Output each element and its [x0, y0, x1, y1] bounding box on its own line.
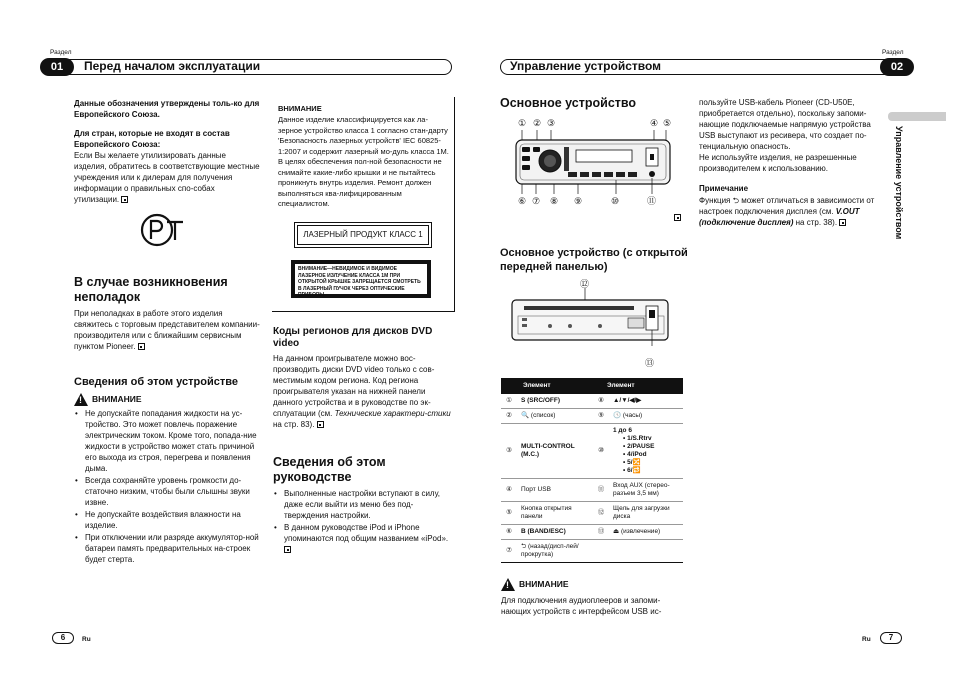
table-cell [609, 540, 683, 563]
table-cell-num: ③ [501, 424, 517, 479]
callout-9: ⑨ [574, 196, 583, 206]
table-row [501, 502, 683, 525]
table-row [501, 525, 683, 540]
table-cell-num: ④ [501, 479, 517, 502]
end-mark-icon [284, 546, 291, 553]
open-panel-illustration [510, 288, 670, 346]
table-header-element-2: Элемент [593, 378, 683, 394]
callout-4: ④ [650, 118, 659, 128]
table-cell-num: ⑬ [593, 525, 609, 540]
table-cell [609, 424, 683, 479]
non-eu-heading: Для стран, которые не входят в состав Европейского Союза: [74, 129, 230, 149]
end-mark-icon [674, 214, 681, 221]
list-item: • 6/🔁 [623, 467, 641, 474]
callout-8: ⑧ [550, 196, 559, 206]
table-cell-num: ⑧ [593, 394, 609, 409]
manual-title: Сведения об этом руководстве [273, 455, 386, 484]
list-item: • 2/PAUSE [623, 443, 655, 450]
callout-11: ⑪ [647, 196, 657, 206]
manual-bullets [273, 488, 455, 556]
table-cell-num: ② [501, 409, 517, 424]
note-label: Примечание [699, 184, 749, 193]
table-cell: Порт USB [517, 479, 593, 502]
table-cell-num: ⑨ [593, 409, 609, 424]
table-row [501, 394, 683, 409]
main-unit-illustration [512, 130, 672, 194]
laser-sticker-text: ВНИМАНИЕ—НЕВИДИМОЕ И ВИДИМОЕ ЛАЗЕРНОЕ ИЗЛУЧЕНИЕ КЛАССА 1M ПРИ ОТКРЫТОЙ КРЫШКЕ ЗАПРЕЩАЕТСЯ СМОТРЕТЬ В ЛАЗЕРНЫЙ ПУЧОК ЧЕРЕЗ ОПТИЧЕСКИЕ ПРИБОРЫ. [295, 264, 427, 294]
note-text: Функция ⮌ может отличаться в зависимости от настроек подключения дисплея (см. V.OUT (подключение дисплея) на стр. 38). [699, 196, 875, 227]
table-row [501, 409, 683, 424]
table-header-row [501, 378, 683, 394]
warning-label: ВНИМАНИЕ [92, 394, 142, 404]
table-cell: Вход AUX (стерео-разъем 3,5 мм) [609, 479, 683, 502]
callout-6: ⑥ [518, 196, 527, 206]
end-mark-icon [138, 343, 145, 350]
warning-icon [501, 578, 515, 591]
laser-class-label [294, 222, 432, 248]
callout-12: ⑫ [580, 279, 590, 289]
page-number-right: 7 [880, 632, 902, 644]
callout-10: ⑩ [611, 196, 620, 206]
list-item: • Всегда сохраняйте уровень громкости до-статочно низким, чтобы были слышны звуки извне. [74, 475, 262, 508]
table-cell: S (SRC/OFF) [517, 394, 593, 409]
open-panel-title: Основное устройство (с открытой передней панелью) [500, 247, 688, 273]
list-item: • Не допускайте воздействия влажности на изделие. [74, 509, 262, 531]
callout-5: ⑤ [663, 118, 672, 128]
table-cell: Кнопка открытия панели [517, 502, 593, 525]
end-mark-icon [121, 196, 128, 203]
table-cell: 🕓 (часы) [609, 409, 683, 424]
language-right: Ru [862, 636, 871, 643]
callout-1: ① [518, 118, 527, 128]
element-table [501, 378, 683, 563]
table-header-element-1: Элемент [501, 378, 593, 394]
table-cell-num: ⑦ [501, 540, 517, 563]
table-cell: B (BAND/ESC) [517, 525, 593, 540]
fault-text: При неполадках в работе этого изделия свяжитесь с торговым представителем компании-производителя или с ближайшим сервисным пунктом Pioneer. [74, 309, 260, 351]
table-row [501, 479, 683, 502]
table-row [501, 424, 683, 479]
list-item: • 5/🔀 [623, 459, 641, 466]
region-title: Коды регионов для дисков DVD video [273, 326, 433, 349]
section-number-left: 01 [40, 58, 74, 76]
callout-7: ⑦ [532, 196, 541, 206]
preset-range: 1 до 6 [613, 427, 632, 434]
laser-warning-label: ВНИМАНИЕ [278, 104, 322, 113]
table-cell: ⮌ (назад/дисп-лей/прокрутка) [517, 540, 593, 563]
table-cell-num [593, 540, 609, 563]
list-item: • Не допускайте попадания жидкости на ус-тройство. Это может повлечь поражение электрическим током. Кроме того, попада-ние жидкости в устройство может стать причиной его выхода из строя, перегрева и появления дыма. [74, 408, 262, 474]
vertical-chapter-title: Управление устройством [894, 126, 904, 240]
section-number-right: 02 [880, 58, 914, 76]
section-caption-right: Раздел [882, 49, 904, 56]
warning-icon [74, 393, 88, 406]
callout-13: ⑬ [645, 358, 655, 368]
callout-3: ③ [547, 118, 556, 128]
table-cell: MULTI-CONTROL (M.C.) [517, 424, 593, 479]
table-cell-num: ⑥ [501, 525, 517, 540]
list-item: • В данном руководстве iPod и iPhone упоминаются под общим названием «iPod». [273, 522, 455, 555]
end-mark-icon [317, 421, 324, 428]
laser-class-text: ЛАЗЕРНЫЙ ПРОДУКТ КЛАСС 1 [297, 225, 429, 245]
warning-heading-left [74, 393, 142, 406]
list-item: • При отключении или разряде аккумулятор-ной батареи память предварительных на-строек будет стерта. [74, 532, 262, 565]
about-title: Сведения об этом устройстве [74, 376, 238, 388]
language-left: Ru [82, 636, 91, 643]
laser-warning-text: Данное изделие классифицируется как ла-зерное устройство класса 1 согласно стан-дарту 'Безопасность лазерных устройств' IEC 60825-1:2007 и содержит лазерный мо-дуль класса 1M. В целях обеспечения пол-ной безопасности не снимайте какие-либо крышки и не пытайтесь проникнуть внутрь изделия. Ремонт должен выполняться ква-лифицированным специалистом. [278, 115, 449, 208]
usb-warning-text: Для подключения аудиоплееров и запоми-нающих устройств с интерфейсом USB ис- [501, 596, 662, 616]
page-number-left: 6 [52, 632, 74, 644]
table-cell-num: ⑪ [593, 479, 609, 502]
table-cell: ▲/▼/◀/▶ [609, 394, 683, 409]
main-unit-title: Основное устройство [500, 96, 637, 110]
list-item: • Выполненные настройки вступают в силу, даже если выйти из меню без под-тверждения настройки. [273, 488, 455, 521]
section-title-left: Перед началом эксплуатации [84, 59, 261, 73]
list-item: • 1/S.Rtrv [623, 435, 652, 442]
section-title-right: Управление устройством [510, 59, 662, 73]
pct-logo [140, 212, 186, 248]
table-row [501, 540, 683, 563]
table-cell-num: ① [501, 394, 517, 409]
about-bullets [74, 408, 262, 566]
table-cell: Щель для загрузки диска [609, 502, 683, 525]
fault-title: В случае возникновения неполадок [74, 275, 228, 304]
table-cell: 🔍 (список) [517, 409, 593, 424]
unauthorized-text: Не используйте изделия, не разрешенные производителем к использованию. [699, 153, 857, 173]
table-cell-num: ⑤ [501, 502, 517, 525]
warning-heading-right [501, 578, 569, 591]
warning-label: ВНИМАНИЕ [519, 579, 569, 589]
list-item: • 4/iPod [623, 451, 647, 458]
preset-list [613, 435, 679, 475]
chapter-tab-marker [888, 112, 946, 121]
callout-2: ② [533, 118, 542, 128]
laser-sticker [291, 260, 431, 298]
section-caption-left: Раздел [50, 49, 72, 56]
non-eu-text: Если Вы желаете утилизировать данные изделия, обратитесь в соответствующие местные учреждения или к дилерам для получения информации о правильных спо-собах утилизации. [74, 151, 260, 204]
table-cell: ⏏ (извлечение) [609, 525, 683, 540]
table-cell-num: ⑩ [593, 424, 609, 479]
eu-note: Данные обозначения утверждены толь-ко для Европейского Союза. [74, 99, 260, 119]
table-cell-num: ⑫ [593, 502, 609, 525]
end-mark-icon [839, 219, 846, 226]
usb-cable-text: пользуйте USB-кабель Pioneer (CD-U50E, приобретается отдельно), поскольку запоми-нающие подключаемые напрямую устройства USB выступают из ресивера, что создает по-тенциальную опасность. [699, 98, 871, 151]
region-text: На данном проигрывателе можно вос-производить диски DVD video только с сов-местимым кодом региона. Код региона проигрывателя указан на нижней панели данного устройства и в руководстве по эк-сплуатации (см. Технические характери-стики на стр. 83). [273, 354, 451, 429]
